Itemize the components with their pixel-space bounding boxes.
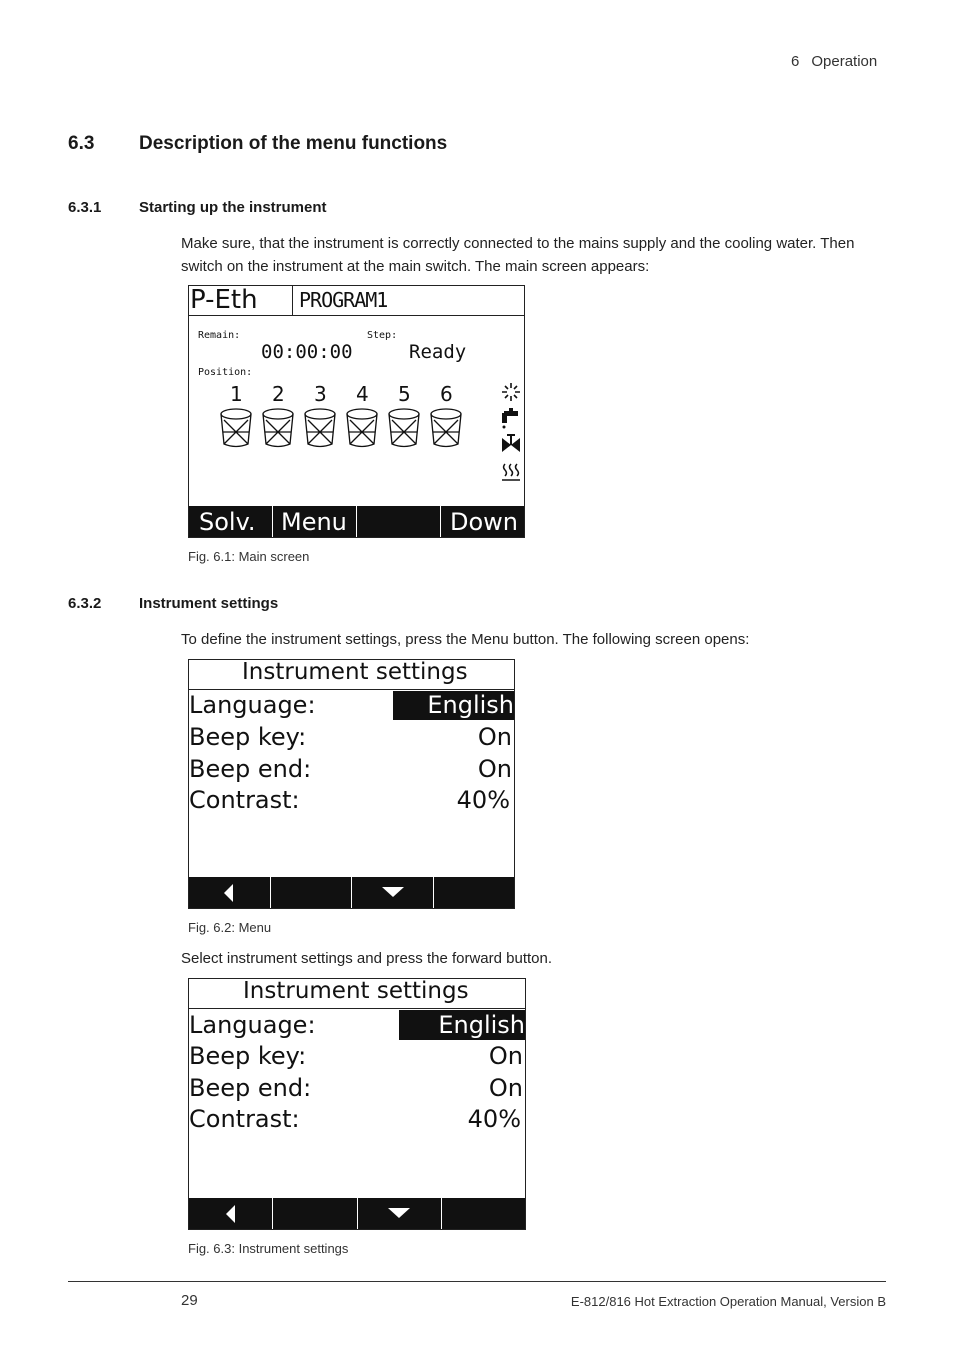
subsection-title: Starting up the instrument — [139, 199, 327, 216]
status-icons — [499, 380, 523, 488]
main-softkey-bar — [189, 506, 524, 537]
setting-value[interactable]: On — [488, 1042, 523, 1070]
softkey-down[interactable] — [357, 1198, 441, 1229]
softkey-back[interactable] — [189, 1198, 272, 1229]
position-number: 5 — [398, 382, 411, 406]
chapter-number: 6 — [791, 53, 800, 70]
menu-softkey-bar — [189, 877, 514, 908]
program-name: PROGRAM1 — [299, 288, 388, 312]
softkey-menu[interactable] — [272, 506, 356, 537]
running-header — [791, 53, 877, 70]
figure-caption: Fig. 6.3: Instrument settings — [188, 1241, 349, 1256]
remain-label: Remain: — [198, 330, 241, 341]
chapter-title: Operation — [811, 53, 878, 70]
remain-time: 00:00:00 — [261, 341, 353, 363]
setting-value-selected[interactable]: English — [427, 691, 514, 719]
down-arrow-icon — [388, 1207, 410, 1219]
beaker-icon — [221, 409, 251, 447]
startup-paragraph: Make sure, that the instrument is correctly connected to the mains supply and the cooling water. Then switch on the instrument at the main switch. The main screen appears: — [181, 235, 855, 275]
beakers-row — [217, 408, 467, 450]
softkey-menu-label: Menu — [281, 508, 347, 536]
menu-title: Instrument settings — [242, 659, 468, 685]
setting-value[interactable]: On — [488, 1074, 523, 1102]
forward-instruction: Select instrument settings and press the forward button. — [181, 950, 553, 967]
subsection-heading-startup — [68, 199, 327, 216]
section-number: 6.3 — [68, 133, 95, 154]
setting-value[interactable]: 40% — [467, 1105, 521, 1133]
subsection-number: 6.3.2 — [68, 595, 102, 612]
method-box — [189, 286, 293, 316]
softkey-down[interactable] — [440, 506, 524, 537]
softkey-blank[interactable] — [270, 877, 352, 908]
beaker-icon — [347, 409, 377, 447]
softkey-down-label: Down — [450, 508, 519, 536]
setting-label: Beep key: — [189, 723, 307, 751]
settings-paragraph: To define the instrument settings, press the Menu button. The following screen opens: — [181, 631, 750, 648]
position-number: 2 — [272, 382, 285, 406]
settings-softkey-bar — [189, 1198, 525, 1229]
softkey-blank[interactable] — [441, 1198, 525, 1229]
beaker-icon — [389, 409, 419, 447]
position-number: 1 — [230, 382, 243, 406]
subsection-heading-settings — [68, 595, 278, 612]
softkey-down[interactable] — [351, 877, 433, 908]
subsection-title: Instrument settings — [139, 595, 279, 612]
down-arrow-icon — [382, 886, 404, 898]
heating-icon — [502, 464, 520, 480]
valve-icon — [502, 434, 520, 452]
setting-value[interactable]: On — [477, 723, 512, 751]
setting-value-selected[interactable]: English — [438, 1011, 525, 1039]
setting-label: Language: — [189, 1011, 316, 1039]
softkey-solv[interactable] — [189, 506, 272, 537]
footer-rule — [68, 1281, 886, 1282]
step-label: Step: — [367, 330, 398, 341]
figure-caption: Fig. 6.2: Menu — [188, 920, 272, 935]
position-number: 6 — [440, 382, 453, 406]
method-name: P-Eth — [190, 285, 258, 315]
figure-caption: Fig. 6.1: Main screen — [188, 549, 310, 564]
softkey-blank[interactable] — [272, 1198, 356, 1229]
setting-label: Contrast: — [189, 1105, 300, 1133]
document-title: E-812/816 Hot Extraction Operation Manual, Version B — [570, 1294, 886, 1309]
setting-label: Beep key: — [189, 1042, 307, 1070]
left-arrow-icon — [225, 1205, 237, 1223]
setting-label: Beep end: — [189, 1074, 312, 1102]
position-number: 3 — [314, 382, 327, 406]
page-number: 29 — [181, 1292, 198, 1309]
setting-label: Beep end: — [189, 755, 312, 783]
setting-value[interactable]: 40% — [456, 786, 510, 814]
position-number: 4 — [356, 382, 369, 406]
setting-label: Language: — [189, 691, 316, 719]
step-status: Ready — [409, 341, 467, 363]
program-box — [293, 286, 524, 316]
setting-label: Contrast: — [189, 786, 300, 814]
softkey-blank[interactable] — [433, 877, 515, 908]
main-screen-lcd — [188, 285, 525, 538]
position-label: Position: — [198, 367, 253, 378]
menu-title-bar — [189, 660, 514, 690]
water-tap-icon — [502, 408, 518, 429]
softkey-solv-label: Solv. — [199, 508, 256, 536]
settings-title: Instrument settings — [243, 978, 469, 1004]
beaker-icon — [263, 409, 293, 447]
section-heading — [68, 133, 447, 155]
beaker-icon — [431, 409, 461, 447]
left-arrow-icon — [223, 884, 235, 902]
subsection-number: 6.3.1 — [68, 199, 102, 216]
setting-value[interactable]: On — [477, 755, 512, 783]
section-title: Description of the menu functions — [139, 133, 448, 154]
rotation-icon — [502, 383, 520, 401]
beaker-icon — [305, 409, 335, 447]
settings-screen-lcd — [188, 978, 526, 1230]
menu-screen-lcd — [188, 659, 515, 909]
softkey-back[interactable] — [189, 877, 270, 908]
settings-title-bar — [189, 979, 525, 1009]
softkey-blank[interactable] — [356, 506, 440, 537]
